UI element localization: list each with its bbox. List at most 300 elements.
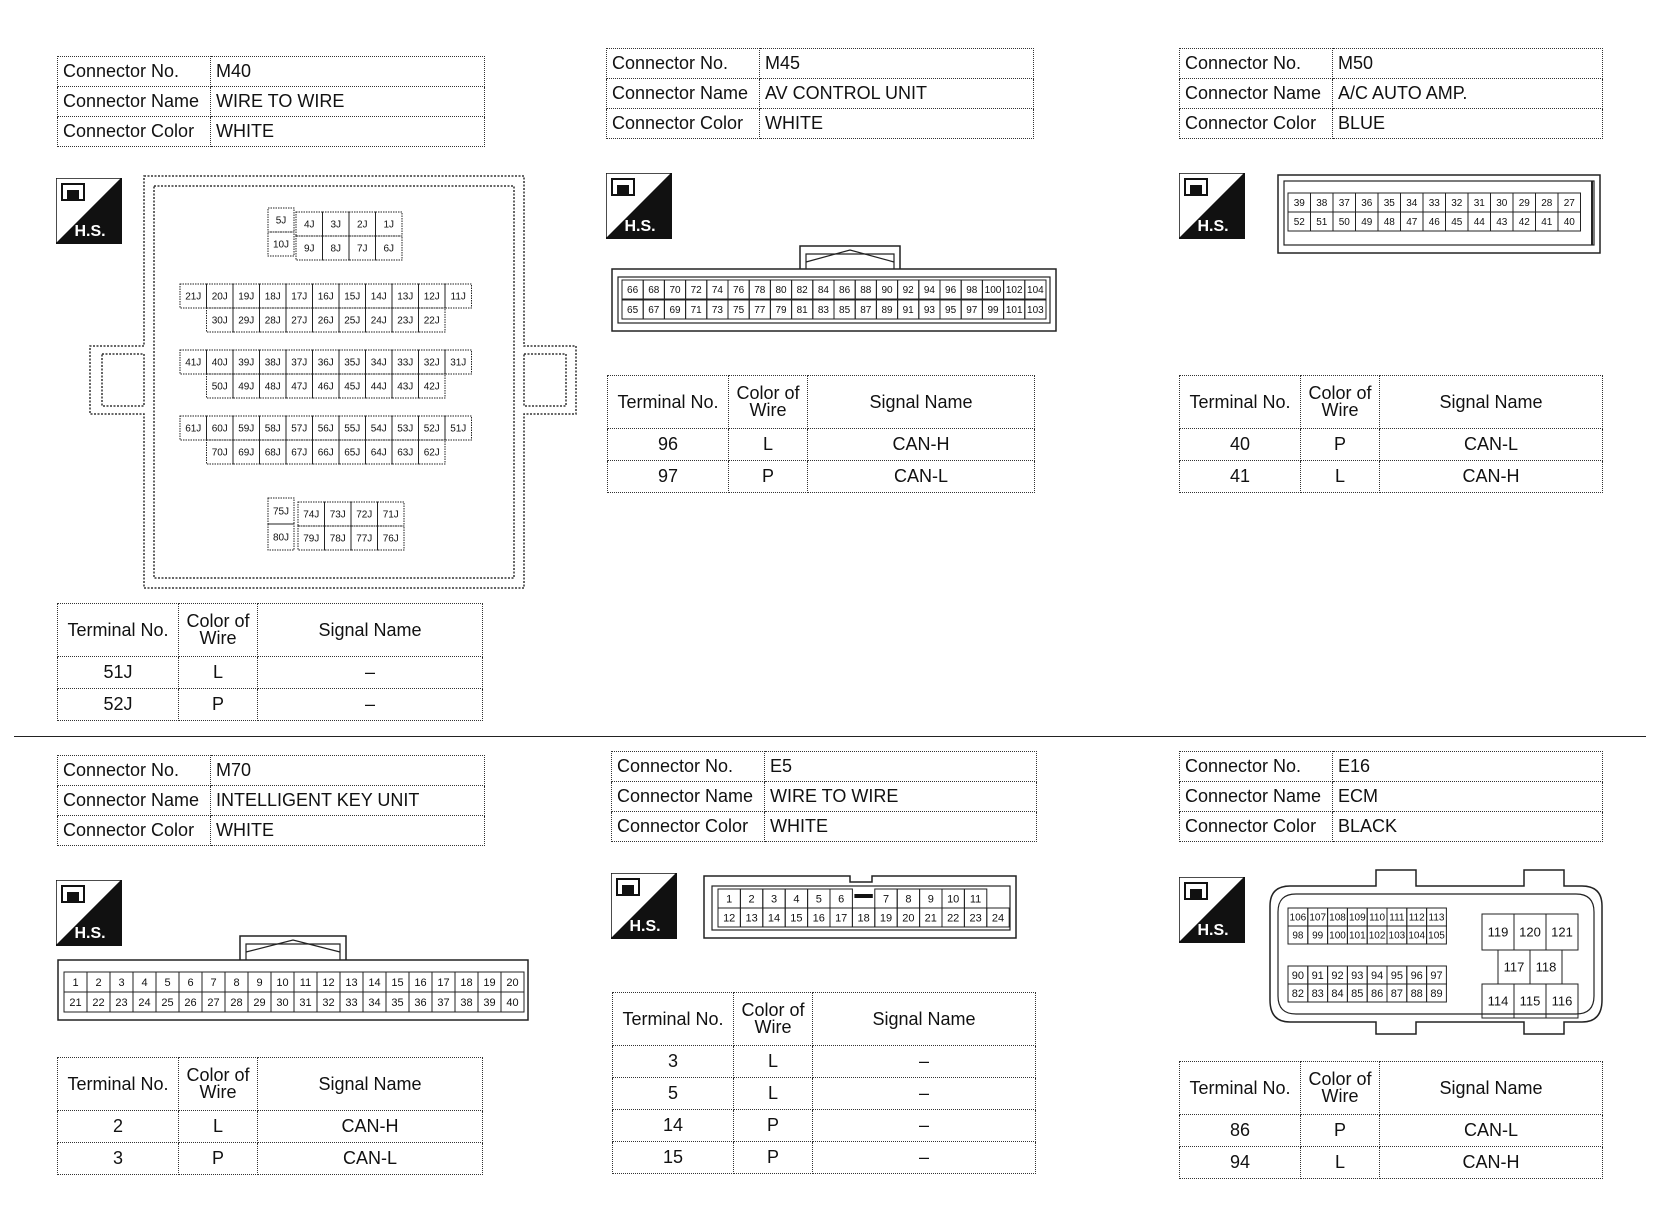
connector-info-m70 [57,755,485,846]
pin-label: 26J [317,315,334,327]
polarization-key [854,894,872,898]
pin-label: 75J [272,506,290,518]
header-color-of-wire: Color of Wire [179,604,258,657]
label-connector-no: Connector No. [612,752,765,782]
header-terminal-no: Terminal No. [58,604,179,657]
pin-label: 71J [382,509,399,521]
pin-label: 1 [726,893,733,906]
pin-label: 31 [1473,198,1485,210]
pin-label: 37 [1338,198,1350,210]
pin-label: 84 [1331,987,1344,1000]
harness-side-icon [611,873,677,939]
header-color-of-wire: Color of Wire [1301,376,1380,429]
pin-label: 13J [397,291,414,303]
pin-label: 100 [1329,930,1346,942]
label-connector-no: Connector No. [607,49,760,79]
pin-label: 87 [860,305,872,317]
pin-label: 92 [1331,969,1344,982]
pin-label: 98 [966,285,978,297]
pin-label: 6 [838,893,845,906]
pin-label: 95 [945,305,957,317]
pin-label: 67 [648,305,660,317]
pin-label: 38J [264,357,281,369]
pin-label: 44J [370,381,387,393]
connector-info-m40 [57,56,485,147]
svg-text:H.S.: H.S. [74,223,106,240]
pin-label: 21 [924,912,937,925]
pin-label: 4J [303,219,315,231]
connector-name-value: INTELLIGENT KEY UNIT [211,786,485,816]
pin-label: 88 [1410,987,1423,1000]
pin-label: 81 [796,305,808,317]
pin-label: 6J [383,243,395,255]
table-row: 94 L CAN-H [1180,1147,1603,1179]
header-terminal-no: Terminal No. [608,376,729,429]
table-row: 14 P – [613,1110,1036,1142]
connector-face-m45 [610,242,1060,334]
pin-label: 102 [1368,930,1386,942]
section-divider [14,736,1646,737]
pin-label: 39J [238,357,255,369]
pin-label: 39 [1293,198,1305,210]
pin-label: 65 [627,305,639,317]
pin-label: 12 [723,912,736,925]
pin-label: 35J [344,357,361,369]
pin-label: 102 [1005,285,1023,297]
pin-label: 34J [370,357,387,369]
pin-label: 12 [322,976,335,989]
pin-label: 12J [423,291,440,303]
pin-label: 9J [303,243,315,255]
pin-label: 77J [356,533,373,545]
pin-label: 96 [1410,969,1423,982]
pin-label: 18 [857,912,870,925]
pin-label: 33 [1428,198,1440,210]
pin-label: 79 [775,305,787,317]
pin-label: 66 [627,285,639,297]
connector-color-value: WHITE [765,812,1037,842]
pin-label: 28 [230,996,243,1009]
pin-label: 30 [276,996,289,1009]
pin-label: 49 [1361,217,1373,229]
pin-label: 63J [397,447,414,459]
pin-label: 35 [1383,198,1395,210]
pin-label: 8J [330,243,342,255]
pin-label: 22 [947,912,960,925]
pin-label: 16 [414,976,427,989]
pin-label: 116 [1551,993,1573,1009]
pin-label: 43 [1496,217,1508,229]
pin-label: 83 [1311,987,1324,1000]
pin-label: 57J [291,423,308,435]
pin-label: 3 [770,893,778,906]
pin-label: 98 [1292,930,1304,942]
svg-text:H.S.: H.S. [74,925,106,942]
m40-pin-grid [180,208,472,550]
pin-label: 2 [95,976,102,989]
pin-label: 94 [1370,969,1384,982]
pin-label: 89 [1430,987,1443,1000]
pin-label: 27J [291,315,308,327]
connector-no-value: E16 [1333,752,1603,782]
table-row: 3 P CAN-L [58,1143,483,1175]
pin-label: 38 [460,996,473,1009]
pin-label: 22 [92,996,105,1009]
pin-label: 25J [344,315,361,327]
pin-label: 110 [1369,912,1386,924]
connector-color-value: WHITE [211,117,485,147]
pin-label: 16 [812,912,825,925]
pin-label: 53J [397,423,414,435]
pin-label: 14 [368,976,381,989]
pin-label: 88 [860,285,872,297]
pin-label: 31J [450,357,467,369]
pin-label: 17 [835,912,848,925]
table-row: 40 P CAN-L [1180,429,1603,461]
pin-label: 72J [356,509,373,521]
pin-label: 33 [345,996,358,1009]
pin-label: 1J [383,219,395,231]
pin-label: 75 [733,305,745,317]
pin-label: 43J [397,381,414,393]
label-connector-no: Connector No. [1180,49,1333,79]
pin-label: 41J [185,357,202,369]
pin-label: 120 [1519,924,1541,940]
pin-label: 37 [437,996,450,1009]
pin-label: 73J [329,509,346,521]
pin-label: 9 [256,976,263,989]
pin-label: 17 [437,976,450,989]
pin-label: 62J [423,447,440,459]
label-connector-color: Connector Color [58,816,211,846]
pin-label: 26 [184,996,197,1009]
svg-text:H.S.: H.S. [629,918,661,935]
pin-label: 5 [815,893,822,906]
svg-text:H.S.: H.S. [1197,218,1229,235]
pin-label: 21J [185,291,202,303]
pin-label: 49J [238,381,255,393]
pin-label: 11 [299,976,312,989]
header-terminal-no: Terminal No. [1180,1062,1301,1115]
pin-label: 69J [238,447,255,459]
pin-label: 82 [796,285,808,297]
header-signal-name: Signal Name [258,1058,483,1111]
connector-name-value: WIRE TO WIRE [765,782,1037,812]
pin-label: 18J [264,291,281,303]
pin-label: 67J [291,447,308,459]
pin-label: 103 [1027,305,1044,317]
m45-pin-grid [622,280,1046,319]
pin-label: 91 [1311,969,1324,982]
pin-label: 47 [1406,217,1418,229]
pin-label: 24 [138,996,151,1009]
pin-label: 90 [881,285,893,297]
connector-info-e16 [1179,751,1603,842]
pin-label: 20J [211,291,228,303]
pin-label: 68 [648,285,660,297]
pin-label: 90 [1291,969,1305,982]
pin-label: 117 [1503,959,1525,975]
pin-label: 7 [210,976,217,989]
connector-no-value: M45 [760,49,1034,79]
header-terminal-no: Terminal No. [613,993,734,1046]
table-row: 51J L – [58,657,483,689]
pin-label: 28 [1541,198,1553,210]
pin-label: 114 [1487,993,1509,1009]
pin-label: 23 [115,996,128,1009]
pin-label: 1 [72,976,79,989]
pin-label: 60J [211,423,228,435]
pin-label: 15 [391,976,404,989]
pin-label: 21 [69,996,82,1009]
pin-label: 44 [1473,217,1485,229]
pin-label: 19 [483,976,496,989]
pin-label: 118 [1535,959,1557,975]
pin-label: 29 [1518,198,1530,210]
pin-label: 58J [264,423,281,435]
pin-label: 42J [423,381,440,393]
pin-label: 28J [264,315,281,327]
pin-label: 30J [211,315,228,327]
terminal-table-m70 [57,1057,483,1175]
connector-face-e16 [1266,866,1606,1042]
label-connector-name: Connector Name [607,79,760,109]
pin-label: 34 [368,996,381,1009]
pin-label: 29 [253,996,266,1009]
pin-label: 11J [450,291,466,303]
harness-side-icon [606,173,672,239]
pin-label: 23J [397,315,414,327]
pin-label: 13 [745,912,758,925]
pin-label: 69 [669,305,681,317]
pin-label: 78 [754,285,766,297]
connector-name-value: AV CONTROL UNIT [760,79,1034,109]
header-terminal-no: Terminal No. [1180,376,1301,429]
pin-label: 13 [345,976,358,989]
pin-label: 30 [1496,198,1508,210]
pin-label: 70J [211,447,228,459]
pin-label: 38 [1316,198,1328,210]
pin-label: 23 [969,912,982,925]
pin-label: 47J [291,381,308,393]
pin-label: 112 [1408,912,1425,924]
pin-label: 50J [211,381,228,393]
svg-text:H.S.: H.S. [624,218,656,235]
pin-label: 15J [344,291,361,303]
pin-label: 93 [923,305,935,317]
label-connector-color: Connector Color [1180,109,1333,139]
pin-label: 2J [356,219,368,231]
pin-label: 3J [330,219,342,231]
pin-label: 85 [839,305,851,317]
pin-label: 73 [711,305,723,317]
pin-label: 45 [1451,217,1463,229]
pin-label: 89 [881,305,893,317]
label-connector-color: Connector Color [612,812,765,842]
pin-label: 24 [991,912,1005,925]
table-row: 3 L – [613,1046,1036,1078]
pin-label: 8 [905,893,912,906]
pin-label: 40 [506,996,519,1009]
harness-side-icon [1179,877,1245,943]
pin-label: 74J [303,509,320,521]
header-color-of-wire: Color of Wire [1301,1062,1380,1115]
table-row: 41 L CAN-H [1180,461,1603,493]
connector-color-value: WHITE [760,109,1034,139]
pin-label: 10 [947,893,960,906]
pin-label: 78J [329,533,346,545]
pin-label: 77 [754,305,766,317]
pin-label: 83 [817,305,829,317]
pin-label: 37J [291,357,308,369]
pin-label: 17J [291,291,308,303]
pin-label: 31 [299,996,312,1009]
pin-label: 96 [945,285,957,297]
pin-label: 59J [238,423,255,435]
m50-pin-grid [1288,193,1581,231]
pin-label: 80 [775,285,787,297]
pin-label: 64J [370,447,387,459]
pin-label: 36J [317,357,334,369]
pin-label: 104 [1027,285,1044,297]
connector-face-m40 [88,174,578,590]
pin-label: 20 [506,976,519,989]
pin-label: 52 [1293,217,1305,229]
pin-label: 55J [344,423,361,435]
pin-label: 100 [984,285,1002,297]
label-connector-name: Connector Name [58,786,211,816]
pin-label: 76J [382,533,399,545]
label-connector-name: Connector Name [612,782,765,812]
pin-label: 97 [1430,969,1443,982]
pin-label: 101 [1348,930,1366,942]
connector-face-m70 [56,934,532,1024]
pin-label: 72 [690,285,702,297]
pin-label: 86 [839,285,851,297]
pin-label: 46 [1428,217,1440,229]
pin-label: 4 [793,893,800,906]
pin-label: 32J [423,357,440,369]
connector-color-value: BLACK [1333,812,1603,842]
table-row: 15 P – [613,1142,1036,1174]
label-connector-color: Connector Color [1180,812,1333,842]
pin-label: 33J [397,357,414,369]
pin-label: 87 [1390,987,1404,1000]
pin-label: 27 [1563,198,1575,210]
header-signal-name: Signal Name [1380,1062,1603,1115]
pin-label: 74 [711,285,723,297]
pin-label: 51 [1316,217,1328,229]
pin-label: 15 [790,912,803,925]
pin-label: 104 [1408,930,1426,942]
header-signal-name: Signal Name [1380,376,1603,429]
pin-label: 35 [391,996,404,1009]
pin-label: 14J [370,291,387,303]
pin-label: 10J [272,239,290,251]
pin-label: 40 [1563,217,1575,229]
pin-label: 52J [423,423,440,435]
harness-side-icon [1179,173,1245,239]
pin-label: 70 [669,285,681,297]
connector-color-value: BLUE [1333,109,1603,139]
pin-label: 61J [185,423,202,435]
header-color-of-wire: Color of Wire [179,1058,258,1111]
pin-label: 107 [1309,912,1327,924]
pin-label: 101 [1005,305,1023,317]
pin-label: 41 [1541,217,1553,229]
pin-label: 79J [303,533,320,545]
pin-label: 94 [923,285,935,297]
connector-name-value: ECM [1333,782,1603,812]
header-signal-name: Signal Name [813,993,1036,1046]
terminal-table-e5 [612,992,1036,1174]
pin-label: 106 [1289,912,1307,924]
header-color-of-wire: Color of Wire [729,376,808,429]
pin-label: 113 [1428,912,1445,924]
pin-label: 93 [1351,969,1364,982]
pin-label: 108 [1329,912,1346,924]
connector-no-value: M50 [1333,49,1603,79]
pin-label: 46J [317,381,334,393]
label-connector-no: Connector No. [58,57,211,87]
pin-label: 92 [902,285,914,297]
pin-label: 40J [211,357,228,369]
pin-label: 65J [344,447,361,459]
connector-no-value: M40 [211,57,485,87]
pin-label: 18 [460,976,473,989]
connector-info-m45 [606,48,1034,139]
label-connector-name: Connector Name [1180,79,1333,109]
pin-label: 99 [1312,930,1324,942]
pin-label: 10 [276,976,289,989]
pin-label: 105 [1428,930,1445,942]
connector-info-e5 [611,751,1037,842]
pin-label: 3 [118,976,125,989]
pin-label: 32 [1451,198,1463,210]
connector-face-m50 [1276,173,1604,257]
pin-label: 50 [1338,217,1350,229]
pin-label: 5J [275,215,287,227]
pin-label: 22J [423,315,440,327]
pin-label: 45J [344,381,361,393]
terminal-table-e16 [1179,1061,1603,1179]
e5-pin-grid [718,889,1009,927]
label-connector-name: Connector Name [1180,782,1333,812]
table-row: 96 L CAN-H [608,429,1035,461]
pin-label: 2 [748,893,755,906]
pin-label: 39 [483,996,496,1009]
pin-label: 24J [370,315,387,327]
pin-label: 8 [233,976,240,989]
pin-label: 14 [767,912,781,925]
pin-label: 9 [927,893,934,906]
pin-label: 86 [1370,987,1384,1000]
table-row: 5 L – [613,1078,1036,1110]
pin-label: 84 [817,285,829,297]
svg-text:H.S.: H.S. [1197,922,1229,939]
connector-no-value: M70 [211,756,485,786]
m70-pin-grid [64,972,524,1012]
pin-label: 99 [987,305,999,317]
pin-label: 68J [264,447,281,459]
header-color-of-wire: Color of Wire [734,993,813,1046]
pin-label: 7 [882,893,890,906]
e16-pin-grid [1288,908,1578,1018]
pin-label: 11 [969,893,982,906]
pin-label: 109 [1348,912,1366,924]
pin-label: 4 [141,976,148,989]
label-connector-color: Connector Color [58,117,211,147]
